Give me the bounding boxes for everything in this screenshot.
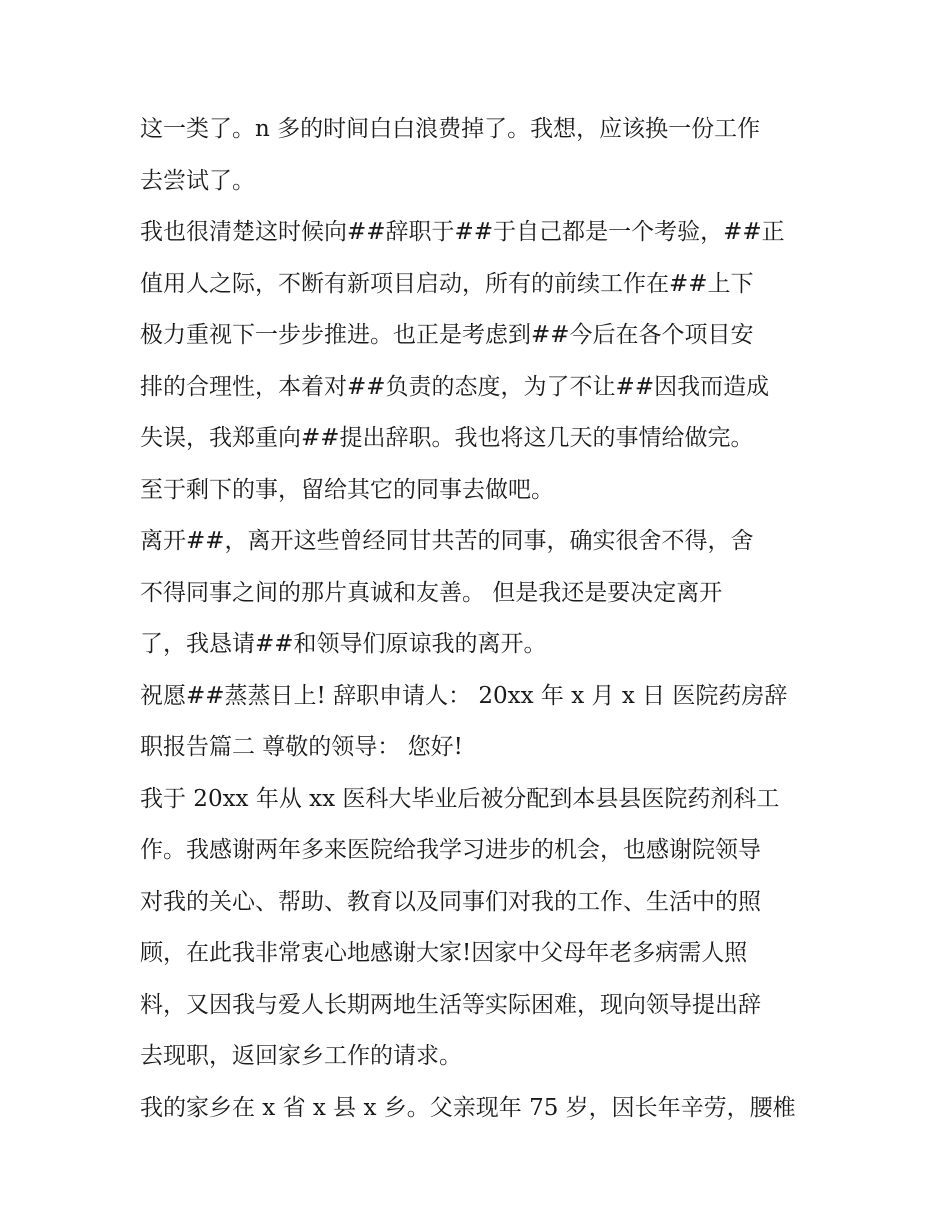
document-body [140, 104, 820, 1134]
text-line: 我于 20xx 年从 xx 医科大毕业后被分配到本县县医院药剂科工 [140, 785, 780, 812]
text-line: 职报告篇二 尊敬的领导： 您好! [140, 734, 463, 760]
text-line: 对我的关心、帮助、教育以及同事们对我的工作、生活中的照 [140, 888, 761, 915]
text-line: 我的家乡在 x 省 x 县 x 乡。父亲现年 75 岁，因长年辛劳，腰椎 [140, 1094, 796, 1121]
text-line: 排的合理性，本着对##负责的态度，为了不让##因我而造成 [140, 373, 770, 400]
text-line: 失误，我郑重向##提出辞职。我也将这几天的事情给做完。 [140, 425, 754, 451]
text-line: 至于剩下的事，留给其它的同事去做吧。 [140, 476, 554, 503]
text-line: 我也很清楚这时候向##辞职于##于自己都是一个考验，##正 [140, 219, 785, 245]
text-line: 去现职，返回家乡工作的请求。 [140, 1043, 462, 1069]
text-line: 料，又因我与爱人长期两地生活等实际困难，现向领导提出辞 [140, 991, 761, 1018]
text-line: 作。我感谢两年多来医院给我学习进步的机会，也感谢院领导 [140, 837, 761, 863]
text-line: 不得同事之间的那片真诚和友善。 但是我还是要决定离开 [140, 579, 723, 606]
text-line: 了，我恳请##和领导们原谅我的离开。 [140, 631, 547, 657]
text-line: 顾，在此我非常衷心地感谢大家!因家中父母年老多病需人照 [140, 940, 748, 966]
text-line: 去尝试了。 [140, 167, 255, 194]
text-line: 离开##，离开这些曾经同甘共苦的同事，确实很舍不得，舍 [140, 528, 754, 554]
text-line: 极力重视下一步步推进。也正是考虑到##今后在各个项目安 [140, 322, 754, 348]
text-line: 这一类了。n 多的时间白白浪费掉了。我想，应该换一份工作 [140, 116, 761, 142]
text-line: 值用人之际，不断有新项目启动，所有的前续工作在##上下 [140, 270, 754, 297]
text-line: 祝愿##蒸蒸日上! 辞职申请人： 20xx 年 x 月 x 日 医院药房辞 [140, 682, 788, 709]
